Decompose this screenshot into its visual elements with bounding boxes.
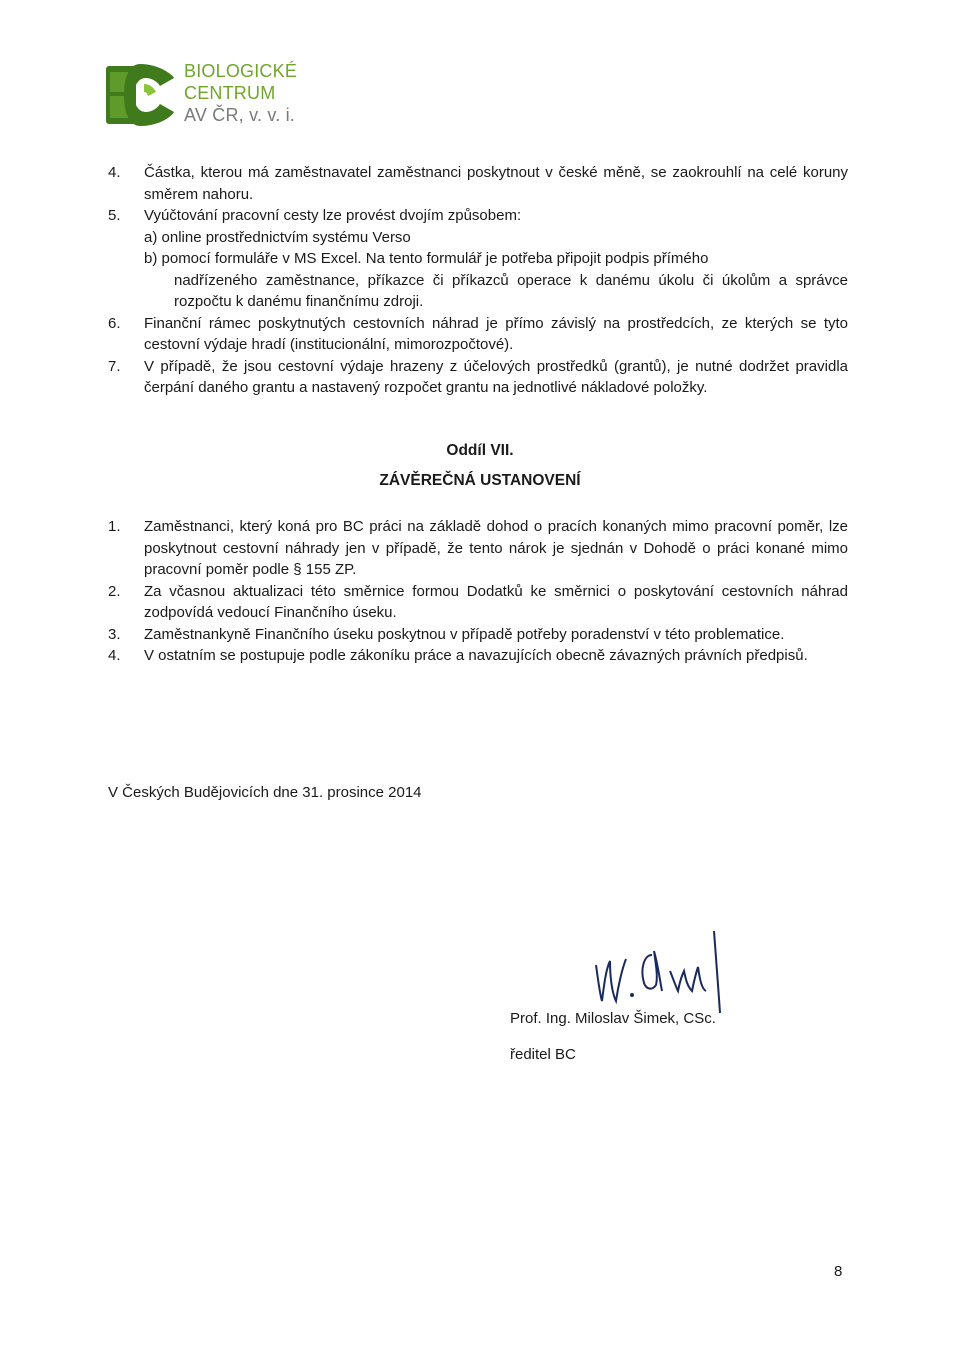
list-item — [108, 516, 848, 581]
list-item-text: Vyúčtování pracovní cesty lze provést dvojím způsobem: — [144, 207, 522, 224]
list-item — [108, 205, 848, 313]
logo-line-1: BIOLOGICKÉ — [184, 61, 298, 81]
list-item-text: Zaměstnanci, který koná pro BC práci na základě dohod o pracích konaných mimo pracovní poměr, lze poskytnout cestovní náhrady jen v případě, že tento nárok je sjednán v Dohodě o práci konané mimo pracovní poměr podle § 155 ZP. — [144, 518, 848, 578]
list-item — [108, 581, 848, 624]
list-item — [108, 645, 848, 667]
place-and-date: V Českých Budějovicích dne 31. prosince 2014 — [108, 784, 422, 801]
list-item — [108, 162, 848, 205]
list-item-text: Finanční rámec poskytnutých cestovních náhrad je přímo závislý na prostředcích, ze kterých se tyto cestovní výdaje hradí (institucionální, mimorozpočtové). — [144, 314, 848, 353]
list-subitem-b: b) pomocí formuláře v MS Excel. Na tento formulář je potřeba připojit podpis přímého — [144, 250, 709, 267]
list-item-number: 2. — [108, 582, 121, 600]
list-item-text: V ostatním se postupuje podle zákoníku práce a navazujících obecně závazných právních předpisů. — [144, 647, 808, 664]
section-title: ZÁVĚREČNÁ USTANOVENÍ — [379, 472, 581, 489]
final-provisions-list — [108, 516, 848, 667]
logo-line-2: CENTRUM — [184, 83, 276, 103]
logo-text — [184, 60, 297, 126]
list-item-text: Za včasnou aktualizaci této směrnice formou Dodatků ke směrnici o poskytování cestovních náhrad zodpovídá vedoucí Finančního úseku. — [144, 582, 848, 621]
list-subitem-b-continued: nadřízeného zaměstnance, příkazce či příkazců operace k danému úkolu či úkolům a správce rozpočtu k danému finančnímu zdroji. — [174, 271, 848, 310]
list-item-text: V případě, že jsou cestovní výdaje hrazeny z účelových prostředků (grantů), je nutné dodržet pravidla čerpání daného grantu a nastavený rozpočet grantu na jednotlivé nákladové položky. — [144, 357, 848, 396]
list-item-number: 4. — [108, 647, 121, 664]
signer-role: ředitel BC — [510, 1046, 576, 1063]
list-item-number: 3. — [108, 625, 121, 643]
list-item-number: 4. — [108, 164, 121, 181]
handwritten-signature — [588, 925, 738, 1015]
list-item-text: Zaměstnankyně Finančního úseku poskytnou v případě potřeby poradenství v této problematice. — [144, 625, 785, 643]
signer-name: Prof. Ing. Miloslav Šimek, CSc. — [510, 1010, 716, 1027]
list-item-number: 7. — [108, 357, 121, 375]
list-item-number: 5. — [108, 207, 121, 224]
list-item-number: 1. — [108, 518, 121, 535]
section-number: Oddíl VII. — [446, 442, 514, 459]
list-item — [108, 624, 848, 646]
institution-logo — [104, 58, 364, 138]
list-item-number: 6. — [108, 314, 121, 332]
bc-logo-icon — [104, 58, 176, 130]
list-item-text: Částka, kterou má zaměstnavatel zaměstnanci poskytnout v české měně, se zaokrouhlí na celé koruny směrem nahoru. — [144, 164, 848, 203]
page-number: 8 — [834, 1263, 843, 1280]
logo-line-3: AV ČR, v. v. i. — [184, 105, 296, 125]
article-list-continued — [108, 162, 848, 399]
list-item — [108, 313, 848, 356]
list-item — [108, 356, 848, 399]
list-subitem-a: a) online prostřednictvím systému Verso — [144, 228, 411, 246]
